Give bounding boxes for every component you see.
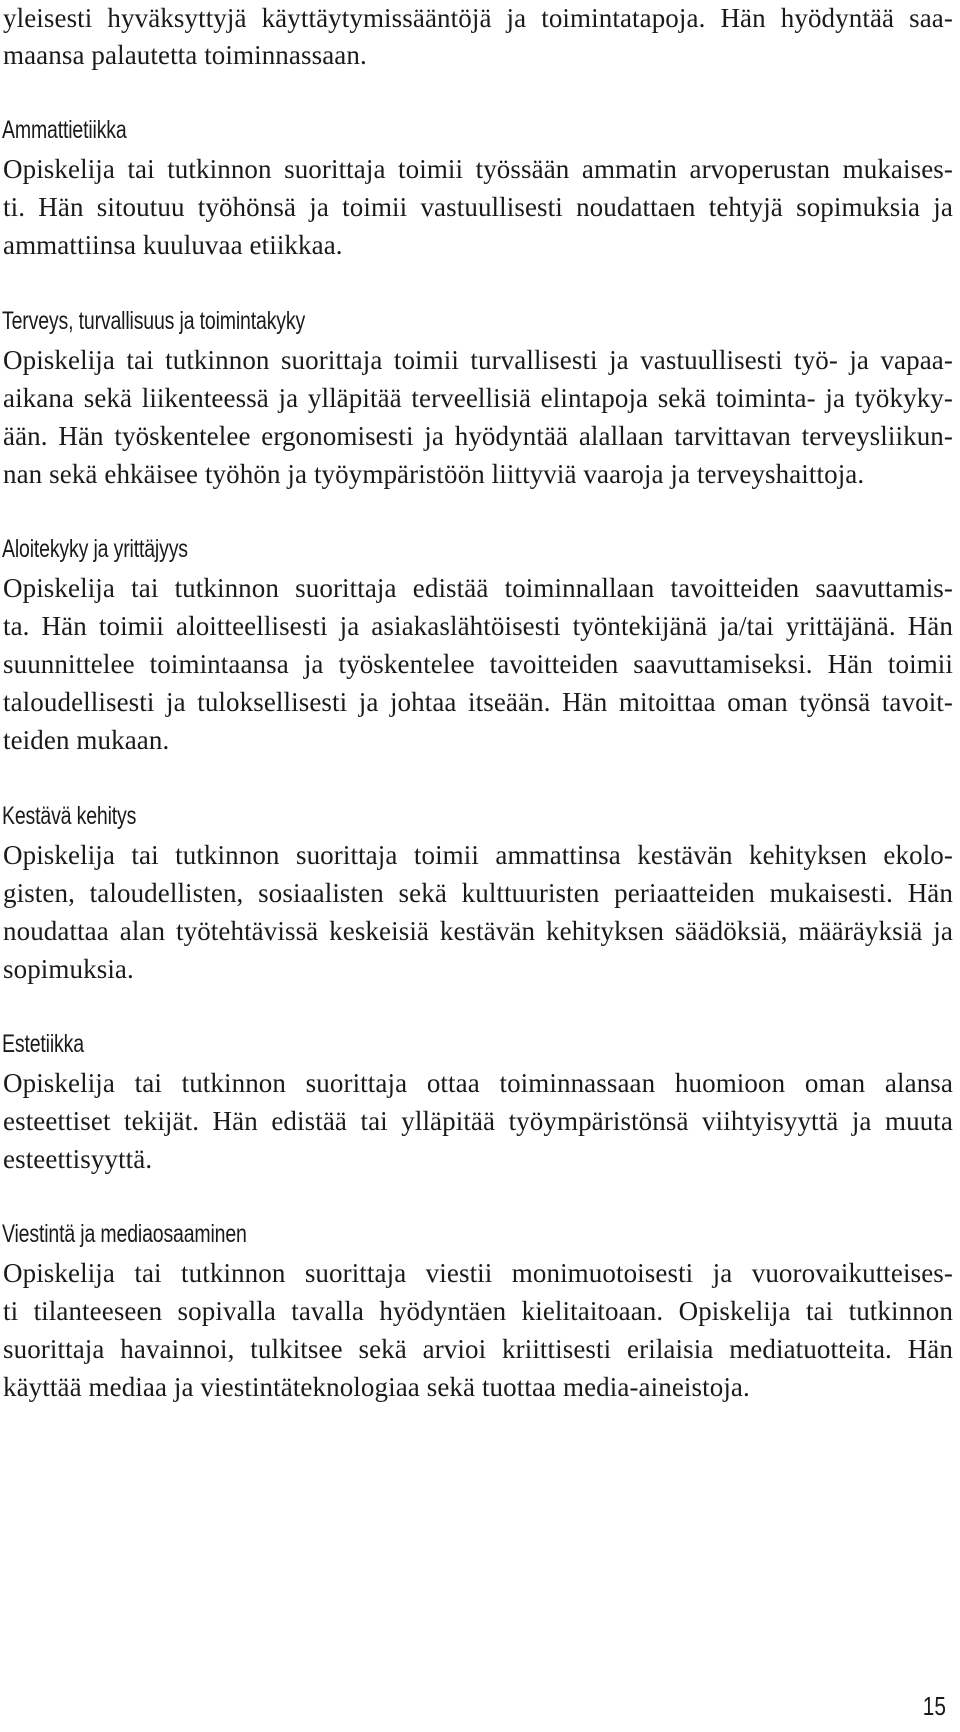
paragraph-line: gisten, taloudellisten, sosiaalisten sekä kulttuuristen periaatteiden mukaisesti. Hän (3, 878, 953, 908)
paragraph-line: ta. Hän toimii aloitteellisesti ja asiakaslähtöisesti työntekijänä ja/tai yrittäjänä. Hän (3, 611, 953, 641)
paragraph-line: taloudellisesti ja tuloksellisesti ja johtaa itseään. Hän mitoittaa oman työnsä tavoit- (3, 687, 953, 717)
section-heading-ammattietiikka: Ammattietiikka (2, 116, 127, 144)
paragraph-line: käyttää mediaa ja viestintäteknologiaa sekä tuottaa media-aineistoja. (3, 1372, 750, 1402)
intro-line-2: maansa palautetta toiminnassaan. (3, 40, 367, 70)
paragraph-line: suorittaja havainnoi, tulkitsee sekä arvioi kriittisesti erilaisia mediatuotteita. Hän (3, 1334, 953, 1364)
paragraph-line: ti tilanteeseen sopivalla tavalla hyödyntäen kielitaitoaan. Opiskelija tai tutkinnon (3, 1296, 953, 1326)
paragraph-line: sopimuksia. (3, 954, 134, 984)
paragraph-line: esteettisyyttä. (3, 1144, 153, 1174)
paragraph-line: noudattaa alan työtehtävissä keskeisiä kestävän kehityksen säädöksiä, määräyksiä ja (3, 916, 953, 946)
paragraph-line: ammattiinsa kuuluvaa etiikkaa. (3, 230, 343, 260)
paragraph-line: ti. Hän sitoutuu työhönsä ja toimii vastuullisesti noudattaen tehtyjä sopimuksia ja (3, 192, 953, 222)
section-heading-viestinta: Viestintä ja mediaosaaminen (2, 1220, 247, 1248)
paragraph-line: Opiskelija tai tutkinnon suorittaja toimii työssään ammatin arvoperustan mukaises- (3, 154, 953, 184)
paragraph-line: teiden mukaan. (3, 725, 170, 755)
page-number: 15 (922, 1691, 946, 1721)
paragraph-line: Opiskelija tai tutkinnon suorittaja ottaa toiminnassaan huomioon oman alansa (3, 1068, 953, 1098)
paragraph-line: suunnittelee toimintaansa ja työskentelee tavoitteiden saavuttamiseksi. Hän toimii (3, 649, 953, 679)
paragraph-line: nan sekä ehkäisee työhön ja työympäristöön liittyviä vaaroja ja terveyshaittoja. (3, 459, 865, 489)
section-heading-kestava-kehitys: Kestävä kehitys (2, 802, 137, 830)
paragraph-line: ään. Hän työskentelee ergonomisesti ja hyödyntää alallaan tarvittavan terveysliikun- (3, 421, 953, 451)
section-heading-estetiikka: Estetiikka (2, 1030, 84, 1058)
paragraph-line: Opiskelija tai tutkinnon suorittaja toimii ammattinsa kestävän kehityksen ekolo- (3, 840, 953, 870)
paragraph-line: esteettiset tekijät. Hän edistää tai ylläpitää työympäristönsä viihtyisyyttä ja muuta (3, 1106, 953, 1136)
section-heading-terveys: Terveys, turvallisuus ja toimintakyky (2, 307, 306, 335)
paragraph-line: Opiskelija tai tutkinnon suorittaja viestii monimuotoisesti ja vuorovaikutteises- (3, 1258, 953, 1288)
paragraph-line: aikana sekä liikenteessä ja ylläpitää terveellisiä elintapoja sekä toiminta- ja työkyky- (3, 383, 953, 413)
section-heading-aloitekyky: Aloitekyky ja yrittäjyys (2, 535, 188, 563)
paragraph-line: Opiskelija tai tutkinnon suorittaja toimii turvallisesti ja vastuullisesti työ- ja vapaa- (3, 345, 953, 375)
intro-line-1: yleisesti hyväksyttyjä käyttäytymissääntöjä ja toimintatapoja. Hän hyödyntää saa- (3, 3, 953, 33)
paragraph-line: Opiskelija tai tutkinnon suorittaja edistää toiminnallaan tavoitteiden saavuttamis- (3, 573, 953, 603)
